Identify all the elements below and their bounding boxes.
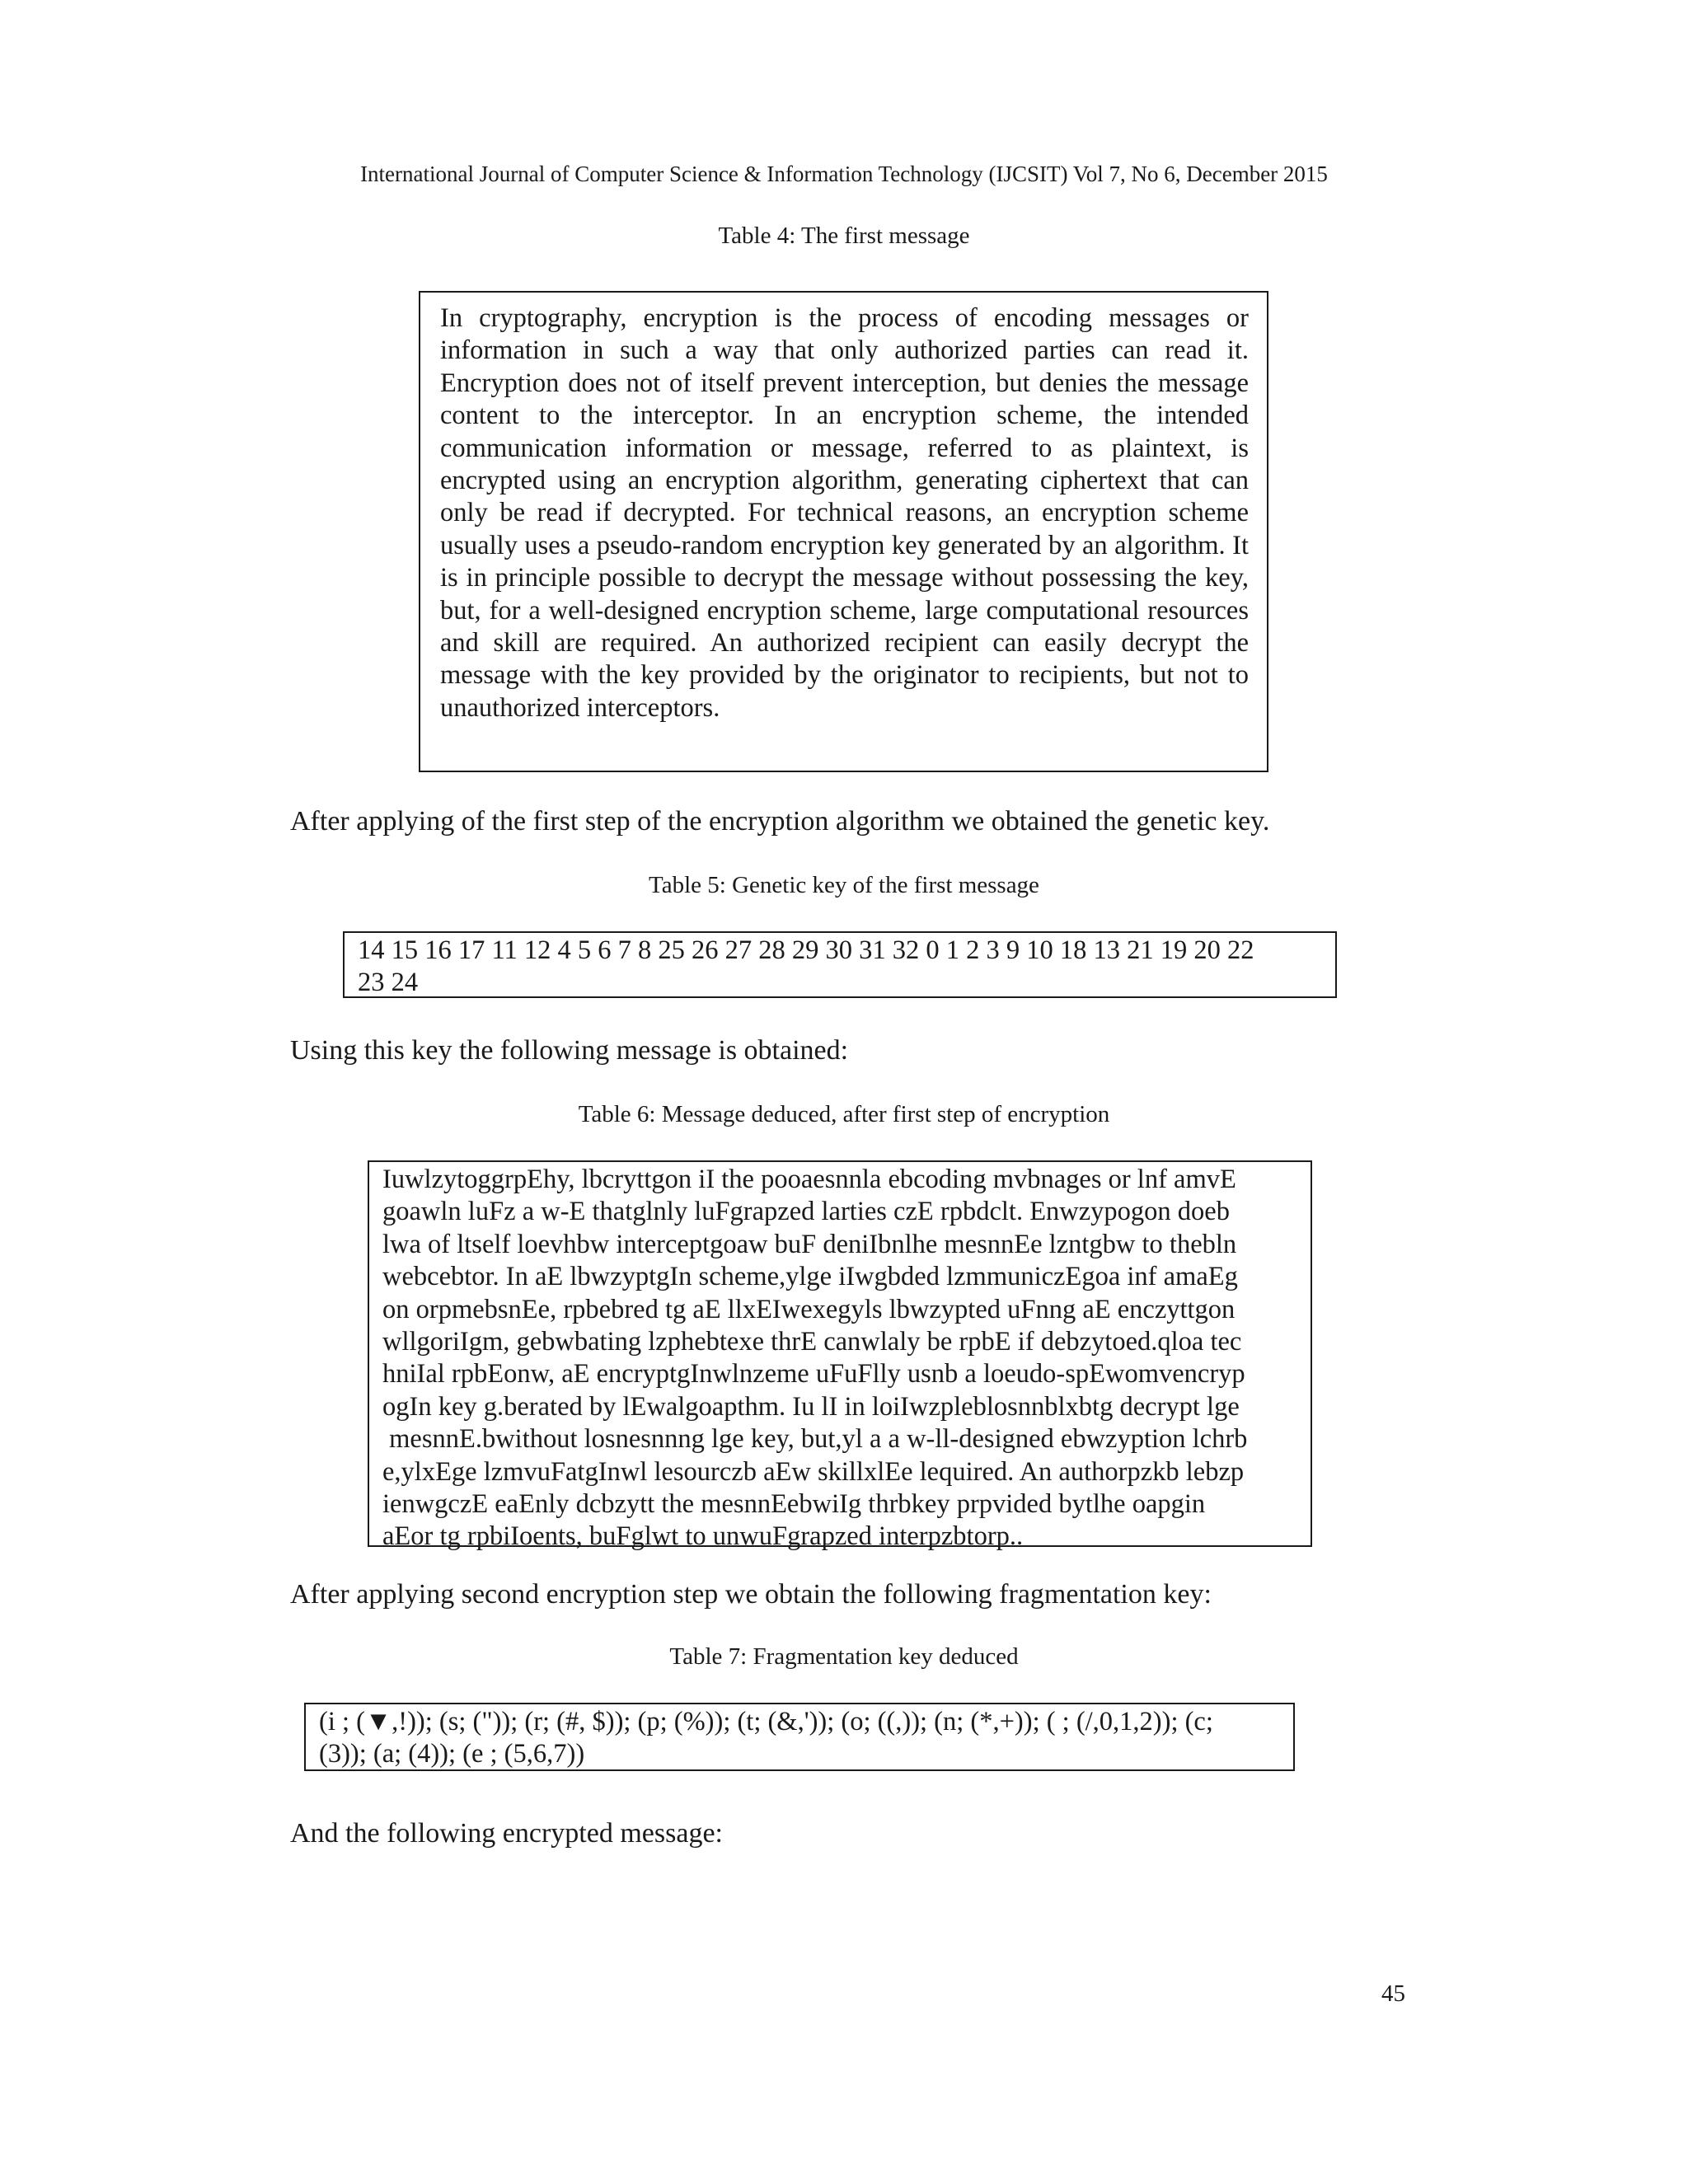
table6-line: IuwlzytoggrpEhy, lbcryttgon iI the pooaesnnla ebcoding mvbnages or lnf amvE xyxy=(382,1165,1236,1194)
table6-line: aEor tg rpbiIoents, buFglwt to unwuFgrapzed interpzbtorp.. xyxy=(382,1521,1024,1552)
table5-line: 23 24 xyxy=(358,968,419,998)
paragraph-encrypted-message: And the following encrypted message: xyxy=(290,1818,723,1849)
table7-caption: Table 7: Fragmentation key deduced xyxy=(669,1643,1019,1670)
table6-line: ienwgczE eaEnly dcbzytt the mesnnEebwiIg thrbkey prpvided bytlhe oapgin xyxy=(382,1489,1206,1520)
table6-line: mesnnE.bwithout losnesnnng lge key, but,yl a a w-ll-designed ebwzyption lchrb xyxy=(382,1424,1248,1455)
table6-line: hniIal rpbEonw, aE encryptgInwlnzeme uFuFlly usnb a loeudo-spEwomvencryp xyxy=(382,1359,1245,1390)
table6-caption: Table 6: Message deduced, after first step of encryption xyxy=(578,1101,1110,1127)
paragraph-using-key: Using this key the following message is obtained: xyxy=(290,1035,849,1066)
table6-line: ogIn key g.berated by lEwalgoapthm. Iu lI in loiIwzpleblosnnblxbtg decrypt lge xyxy=(382,1391,1240,1422)
table6-box xyxy=(368,1160,1312,1552)
table6-line: goawln luFz a w-E thatglnly luFgrapzed larties czE rpbdclt. Enwzypogon doeb xyxy=(382,1197,1230,1227)
table6-line: wllgoriIgm, gebwbating lzphebtexe thrE canwlaly be rpbE if debzytoed.qloa tec xyxy=(382,1327,1242,1357)
table6-line: webcebtor. In aE lbwzyptgIn scheme,ylge iIwgbded lzmmuniczEgoa inf amaEg xyxy=(382,1262,1238,1292)
table4-text: In cryptography, encryption is the process of encoding messages or information in such a way that only authorized parties can read it. Encryption does not of itself prevent interception, but denies the message content to the interceptor. In an encryption scheme, the intended communication information or message, referred to as plaintext, is encrypted using an encryption algorithm, generating ciphertext that can only be read if decrypted. For technical reasons, an encryption scheme usually uses a pseudo-random encryption key generated by an algorithm. It is in principle possible to decrypt the message without possessing the key, but, for a well-designed encryption scheme, large computational resources and skill are required. An authorized recipient can easily decrypt the message with the key provided by the originator to recipients, but not to unauthorized interceptors. xyxy=(440,303,1249,723)
table5-caption: Table 5: Genetic key of the first message xyxy=(649,872,1039,898)
table4-box xyxy=(419,291,1268,772)
table5-box xyxy=(343,931,1337,998)
page-number: 45 xyxy=(1381,1980,1405,2007)
journal-header: International Journal of Computer Science & Information Technology (IJCSIT) Vol 7, No 6, December 2015 xyxy=(360,162,1328,186)
paragraph-fragmentation: After applying second encryption step we obtain the following fragmentation key: xyxy=(290,1579,1212,1610)
table4-caption: Table 4: The first message xyxy=(718,223,970,249)
table7-line: (3)); (a; (4)); (e ; (5,6,7)) xyxy=(319,1739,585,1769)
table7-box xyxy=(304,1703,1295,1771)
table5-line: 14 15 16 17 11 12 4 5 6 7 8 25 26 27 28 29 30 31 32 0 1 2 3 9 10 18 13 21 19 20 22 xyxy=(358,935,1254,965)
table6-line: on orpmebsnEe, rpbebred tg aE llxEIwexegyls lbwzypted uFnng aE enczyttgon xyxy=(382,1294,1236,1324)
table6-line: lwa of ltself loevhbw interceptgoaw buF deniIbnlhe mesnnEe lzntgbw to thebln xyxy=(382,1229,1237,1259)
table7-line: (i ; (▼,!)); (s; (")); (r; (#, $)); (p; (%)); (t; (&,')); (o; ((,)); (n; (*,+)); ( ; (/,0,1,2)); (c; xyxy=(319,1707,1213,1736)
table6-line: e,ylxEge lzmvuFatgInwl lesourczb aEw skillxlEe lequired. An authorpzkb lebzp xyxy=(382,1456,1245,1487)
paragraph-genetic-key: After applying of the first step of the encryption algorithm we obtained the genetic key. xyxy=(290,806,1270,837)
